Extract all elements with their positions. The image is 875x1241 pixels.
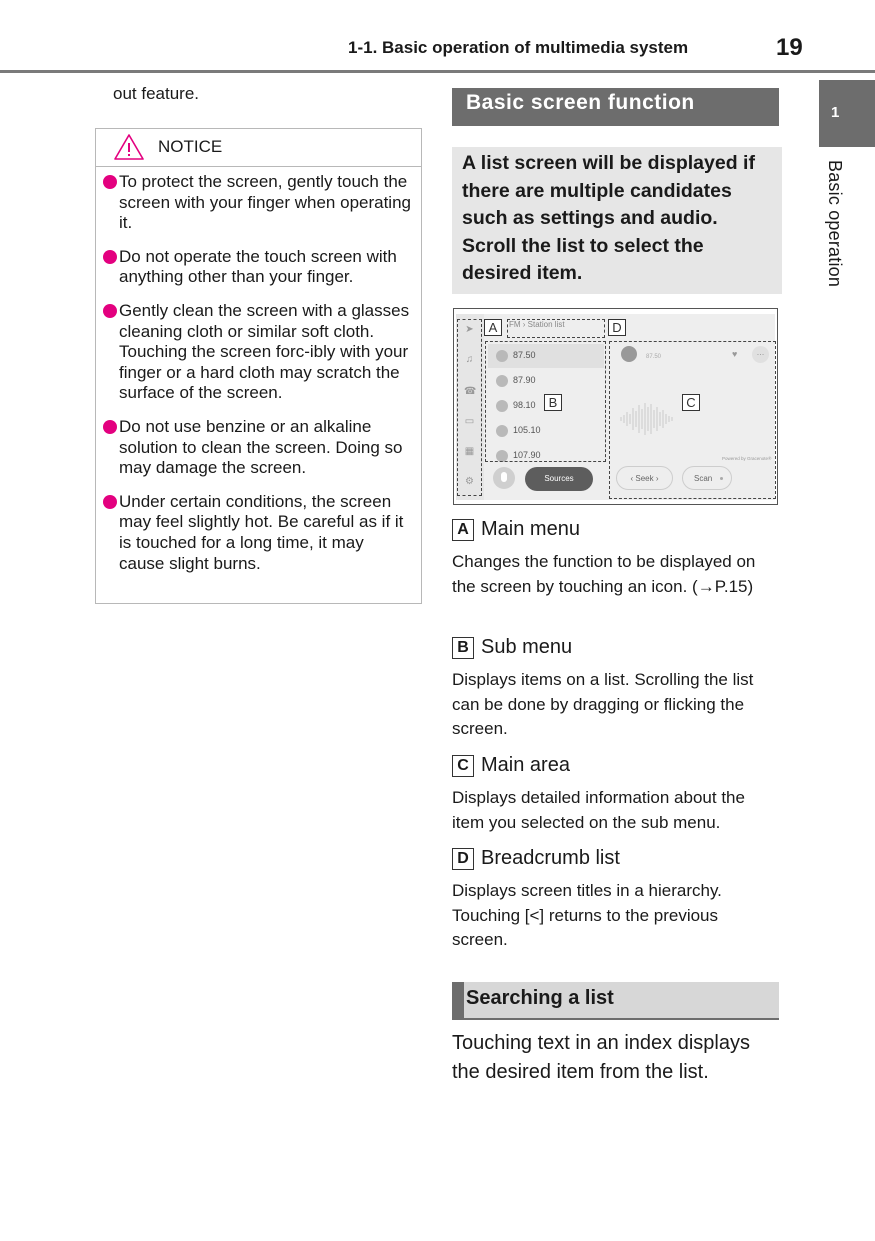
notice-list: [96, 172, 421, 574]
section-heading: Basic screen function: [452, 88, 779, 126]
apps-icon: ▦: [464, 446, 475, 457]
powered-by-text: Powered by Gracenote®: [722, 456, 772, 461]
station-frequency: 105.10: [513, 425, 541, 435]
settings-icon: ⚙: [465, 476, 474, 487]
seek-button: ‹ Seek ›: [616, 466, 673, 490]
term-main-area: [452, 754, 570, 777]
term-description: Displays items on a list. Scrolling the list can be done by dragging or flicking the screen.: [452, 670, 754, 739]
station-frequency: 87.50: [513, 350, 536, 360]
bullet-dot-icon: [103, 250, 117, 264]
breadcrumb-outline: [507, 319, 605, 338]
notice-item-text: Under certain conditions, the screen may feel slightly hot. Be careful as if it is touched for a long time, it may cause slight burns.: [119, 491, 404, 573]
main-menu-outline: [457, 319, 482, 496]
bullet-dot-icon: [103, 420, 117, 434]
sources-button: Sources: [525, 467, 593, 491]
term-sub-menu: [452, 636, 572, 659]
continued-text: out feature.: [113, 84, 200, 103]
main-area-outline: [609, 341, 776, 499]
term-main-menu: [452, 518, 580, 541]
bullet-dot-icon: [103, 304, 117, 318]
notice-item: [96, 301, 411, 404]
notice-item: [96, 172, 411, 234]
notice-item-text: Do not use benzine or an alkaline solution to clean the screen. Doing so may damage the screen.: [119, 416, 403, 478]
now-playing-frequency: 87.50: [646, 354, 662, 360]
screen-illustration: [453, 308, 778, 505]
term-letter: A: [452, 519, 474, 541]
term-description: Changes the function to be displayed on the screen by touching an icon. (→P.15): [452, 552, 756, 596]
notice-item-text: Gently clean the screen with a glasses cleaning cloth or similar soft cloth. Touching the screen forc-ibly with your finger or a hard cloth may scratch the surface of the screen.: [119, 300, 410, 403]
callout-d: D: [608, 319, 626, 336]
notice-title: NOTICE: [158, 137, 223, 156]
search-description: Touching text in an index displays the desired item from the list.: [452, 1032, 750, 1083]
car-icon: ▭: [464, 416, 475, 427]
notice-header: [96, 129, 421, 167]
summary-box: A list screen will be displayed if there are multiple candidates such as settings and audio. Scroll the list to select the desired item.: [452, 147, 782, 294]
station-frequency: 87.90: [513, 375, 536, 385]
subsection-heading: Searching a list: [452, 982, 779, 1020]
header-rule: [0, 70, 875, 73]
notice-item-text: To protect the screen, gently touch the screen with your finger when operating it.: [119, 172, 411, 233]
chapter-number: 1: [831, 104, 840, 121]
notice-item: [96, 417, 411, 479]
term-breadcrumb-list: [452, 847, 620, 870]
term-letter: B: [452, 637, 474, 659]
term-description: Displays screen titles in a hierarchy. Touching [<] returns to the previous screen.: [452, 881, 722, 950]
heart-icon: ♥: [732, 349, 738, 359]
page-number: 19: [776, 34, 803, 61]
chapter-tab: [819, 80, 875, 147]
notice-item: [96, 247, 411, 288]
term-name: Main menu: [481, 518, 580, 540]
station-frequency: 107.90: [513, 450, 541, 460]
navigation-icon: ➤: [465, 324, 474, 335]
music-icon: ♫: [465, 354, 474, 365]
microphone-icon: [493, 467, 515, 489]
scan-button: Scan: [682, 466, 732, 490]
breadcrumb: FM › Station list: [509, 320, 565, 329]
phone-icon: ☎: [464, 386, 477, 397]
term-letter: D: [452, 848, 474, 870]
term-name: Main area: [481, 754, 570, 776]
term-letter: C: [452, 755, 474, 777]
callout-c: C: [682, 394, 700, 411]
more-icon: …: [752, 346, 769, 363]
term-name: Breadcrumb list: [481, 847, 620, 869]
notice-box: [95, 128, 422, 604]
callout-a: A: [484, 319, 502, 336]
section-title: 1-1. Basic operation of multimedia system: [348, 38, 689, 57]
notice-item: [96, 492, 411, 574]
term-description: Displays detailed information about the item you selected on the sub menu.: [452, 788, 745, 832]
station-frequency: 98.10: [513, 400, 536, 410]
bullet-dot-icon: [103, 495, 117, 509]
warning-icon: [113, 133, 145, 161]
callout-b: B: [544, 394, 562, 411]
chapter-label: Basic operation: [825, 160, 845, 288]
term-name: Sub menu: [481, 636, 573, 658]
notice-item-text: Do not operate the touch screen with anything other than your finger.: [119, 246, 397, 287]
bullet-dot-icon: [103, 175, 117, 189]
